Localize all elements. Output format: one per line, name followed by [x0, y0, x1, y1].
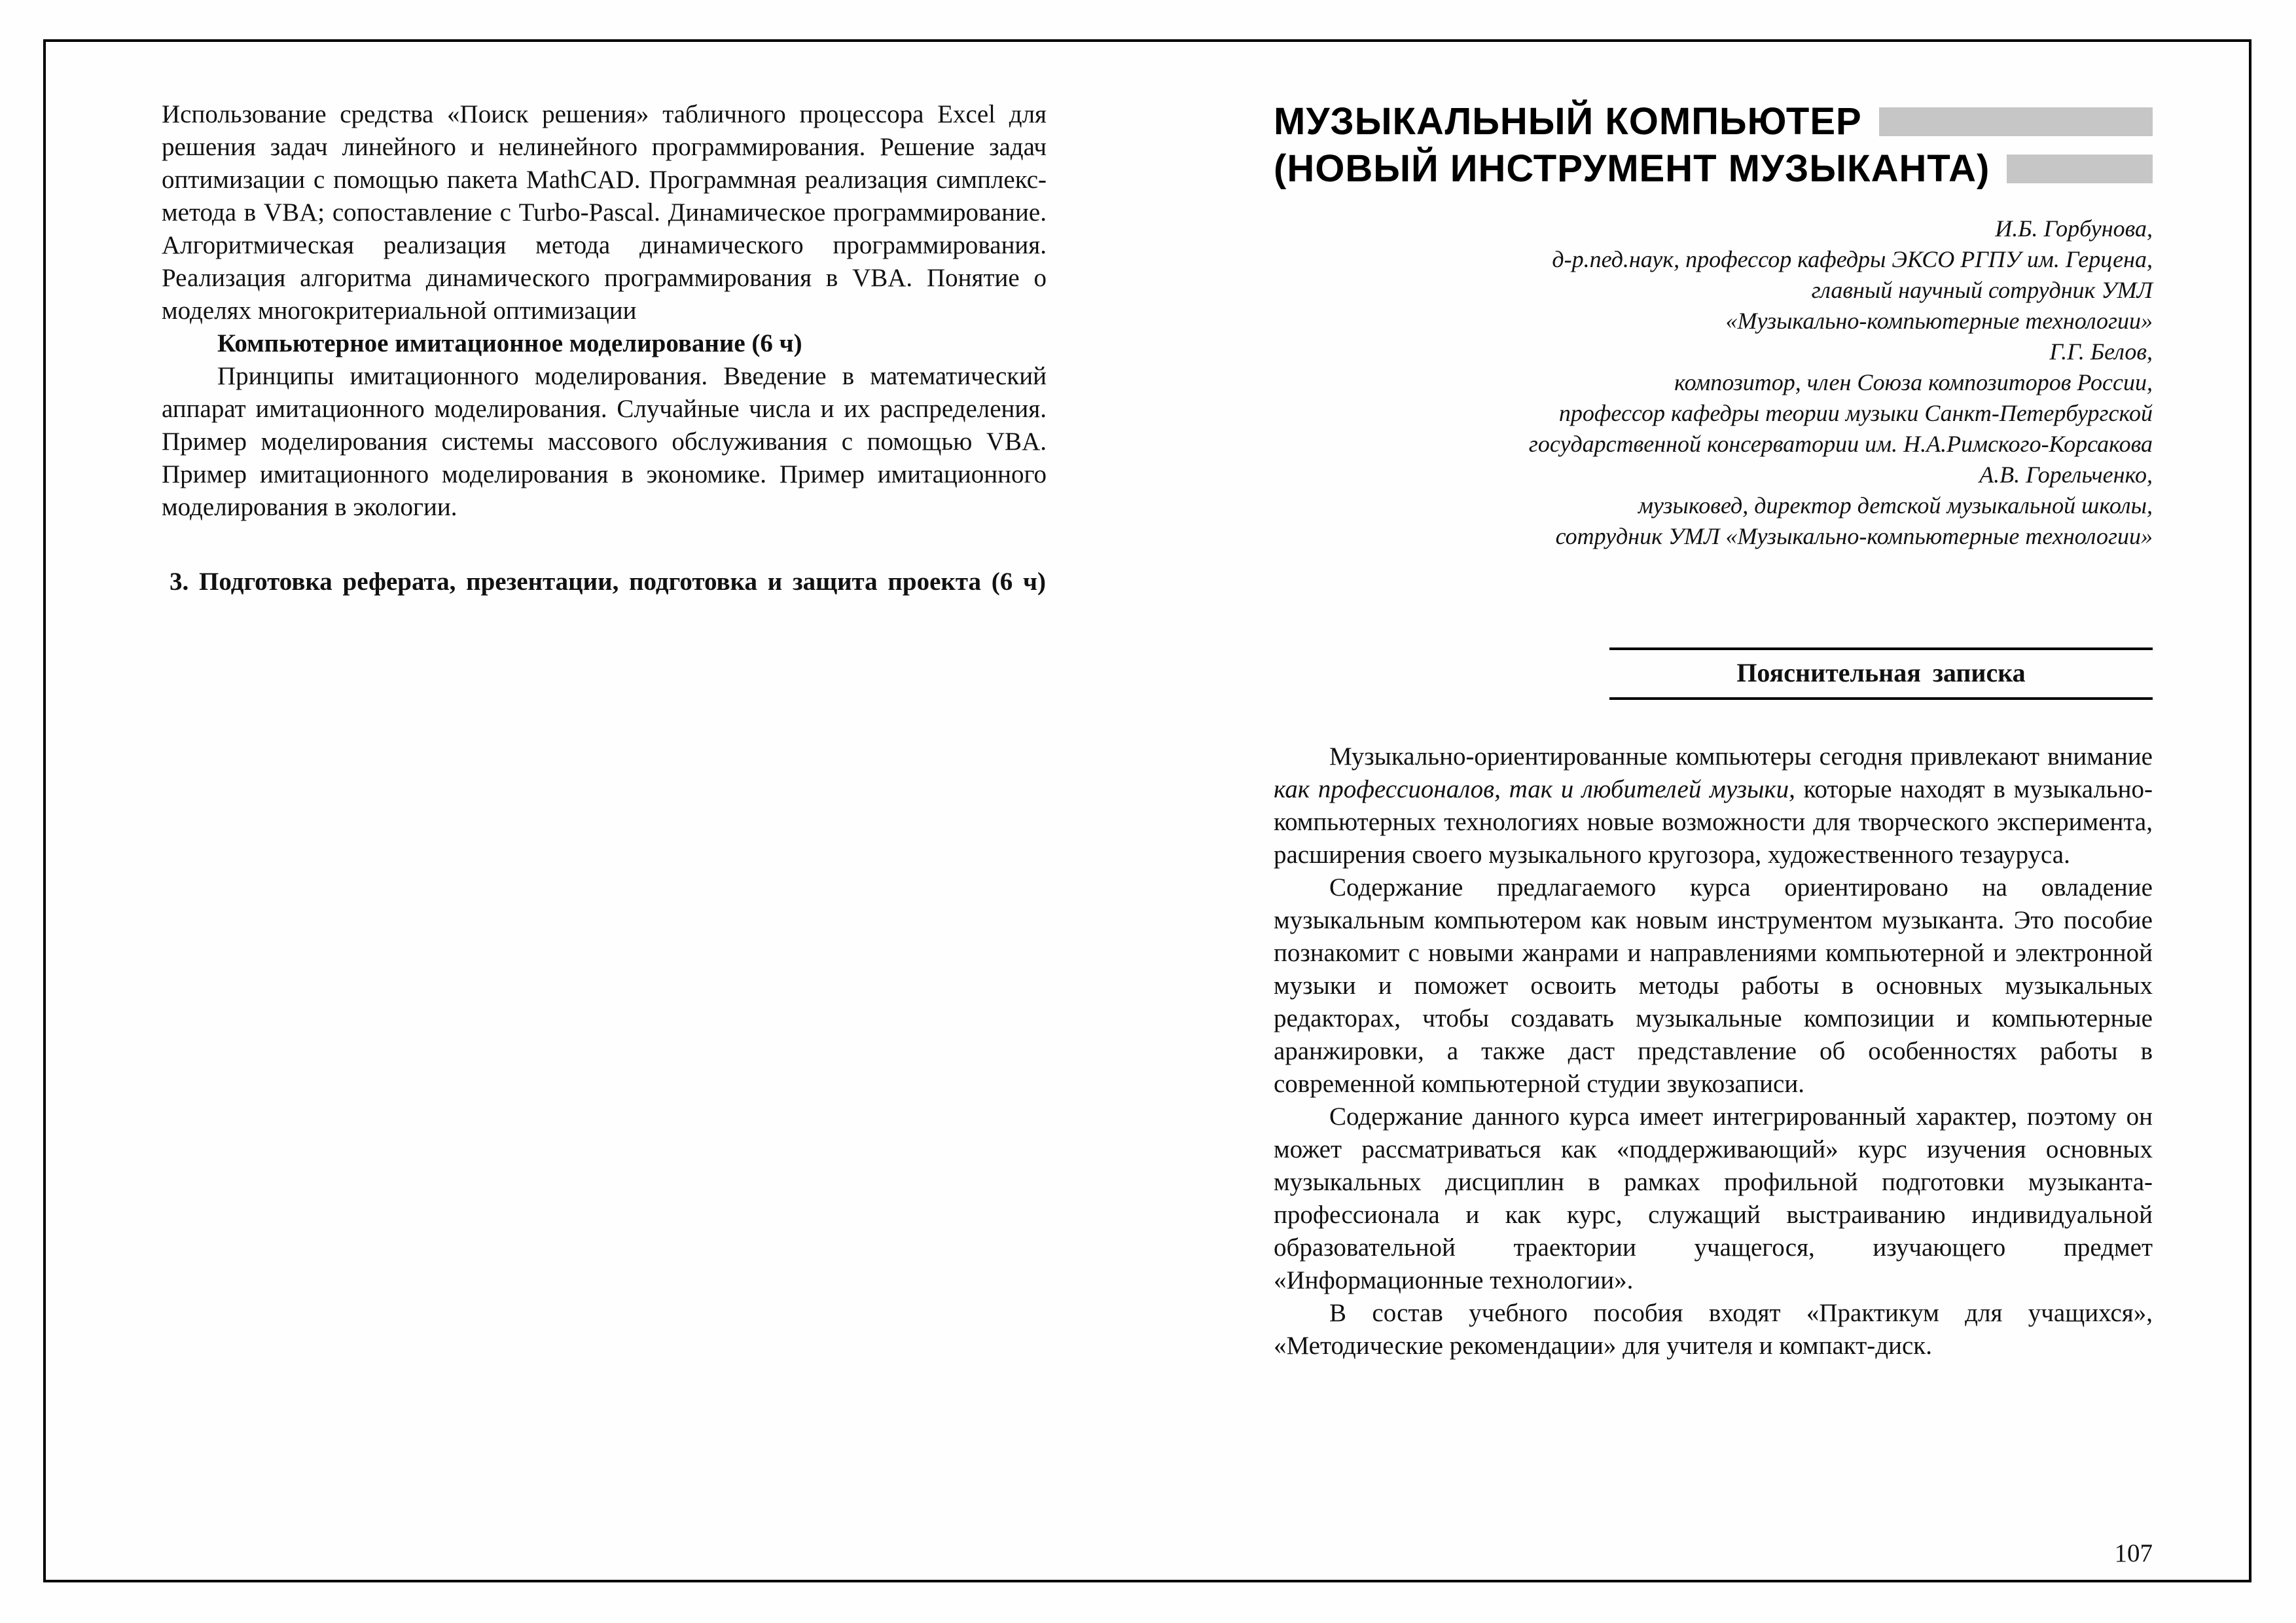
right-page-text-column	[1274, 98, 2153, 1362]
author-line: государственной консерватории им. Н.А.Римского-Корсакова	[1528, 431, 2153, 457]
paragraph-course-components: В состав учебного пособия входят «Практикум для учащихся», «Методические рекомендации» для учителя и компакт-диск.	[1274, 1299, 2153, 1360]
article-title-line1-row	[1274, 98, 2153, 145]
author-line: сотрудник УМЛ «Музыкально-компьютерные технологии»	[1555, 523, 2153, 549]
title-decoration-bar	[1879, 107, 2153, 136]
author-line: д-р.пед.наук, профессор кафедры ЭКСО РГПУ им. Герцена,	[1552, 246, 2153, 272]
author-line: профессор кафедры теории музыки Санкт-Петербургской	[1558, 400, 2153, 426]
author-line: А.В. Горельченко,	[1979, 462, 2153, 488]
subsection-heading-simulation-modeling: Компьютерное имитационное моделирование (6 ч)	[217, 329, 802, 357]
section-heading-project-task: 3. Подготовка реферата, презентации, подготовка и защита проекта (6 ч)	[170, 568, 1046, 596]
paragraph-intro-italic-run: как профессионалов, так и любителей музыки,	[1274, 775, 1795, 803]
left-page-text-column	[162, 98, 1047, 598]
author-line: И.Б. Горбунова,	[1995, 215, 2153, 242]
paragraph-course-content: Использование средства «Поиск решения» табличного процессора Excel для решения задач линейного и нелинейного программирования. Решение задач оптимизации с помощью пакета MathCAD. Программная реализация симплекс-метода в VBA; сопоставление с Turbo-Pascal. Динамическое программирование. Алгоритмическая реализация метода динамического программирования. Реализация алгоритма динамического программирования в VBA. Понятие о моделях многокритериальной оптимизации	[162, 100, 1047, 325]
explanatory-note-heading: Пояснительная записка	[1609, 647, 2153, 700]
author-line: композитор, член Союза композиторов России,	[1674, 369, 2153, 395]
author-line: музыковед, директор детской музыкальной школы,	[1638, 492, 2153, 519]
paragraph-intro-run1: Музыкально-ориентированные компьютеры сегодня привлекают внимание	[1329, 742, 2153, 771]
article-title-line2-row	[1274, 145, 2153, 192]
paragraph-simulation-modeling: Принципы имитационного моделирования. Введение в математический аппарат имитационного моделирования. Случайные числа и их распределения. Пример моделирования системы массового обслуживания с помощью VBA. Пример имитационного моделирования в экономике. Пример имитационного моделирования в экологии.	[162, 362, 1047, 521]
authors-block	[1274, 213, 2153, 552]
author-line: «Музыкально-компьютерные технологии»	[1725, 308, 2153, 334]
explanatory-note-body	[1274, 740, 2153, 1362]
paragraph-intro-run2: которые находят в музыкально-компьютерных технологиях новые возможности для творческого эксперимента, расширения своего музыкального кругозора, художественного тезауруса.	[1274, 775, 2153, 869]
paragraph-course-goal: Содержание предлагаемого курса ориентировано на овладение музыкальным компьютером как новым инструментом музыканта. Это пособие познакомит с новыми жанрами и направлениями компьютерной и электронной музыки и поможет освоить методы работы в основных музыкальных редакторах, чтобы создавать музыкальные композиции и компьютерные аранжировки, а также даст представление об особенностях работы в современной компьютерной студии звукозаписи.	[1274, 873, 2153, 1098]
article-title-line2: (НОВЫЙ ИНСТРУМЕНТ МУЗЫКАНТА)	[1274, 147, 1990, 190]
title-decoration-bar	[2007, 155, 2153, 183]
paragraph-course-character: Содержание данного курса имеет интегрированный характер, поэтому он может рассматриваться как «поддерживающий» курс изучения основных музыкальных дисциплин в рамках профильной подготовки музыканта-профессионала и как курс, служащий выстраиванию индивидуальной образовательной траектории учащегося, изучающего предмет «Информационные технологии».	[1274, 1103, 2153, 1294]
article-title-line1: МУЗЫКАЛЬНЫЙ КОМПЬЮТЕР	[1274, 100, 1862, 143]
author-line: Г.Г. Белов,	[2049, 338, 2153, 365]
page-number: 107	[2114, 1539, 2153, 1567]
article-title	[1274, 98, 2153, 192]
paragraph-intro	[1274, 740, 2153, 871]
author-line: главный научный сотрудник УМЛ	[1811, 277, 2153, 303]
